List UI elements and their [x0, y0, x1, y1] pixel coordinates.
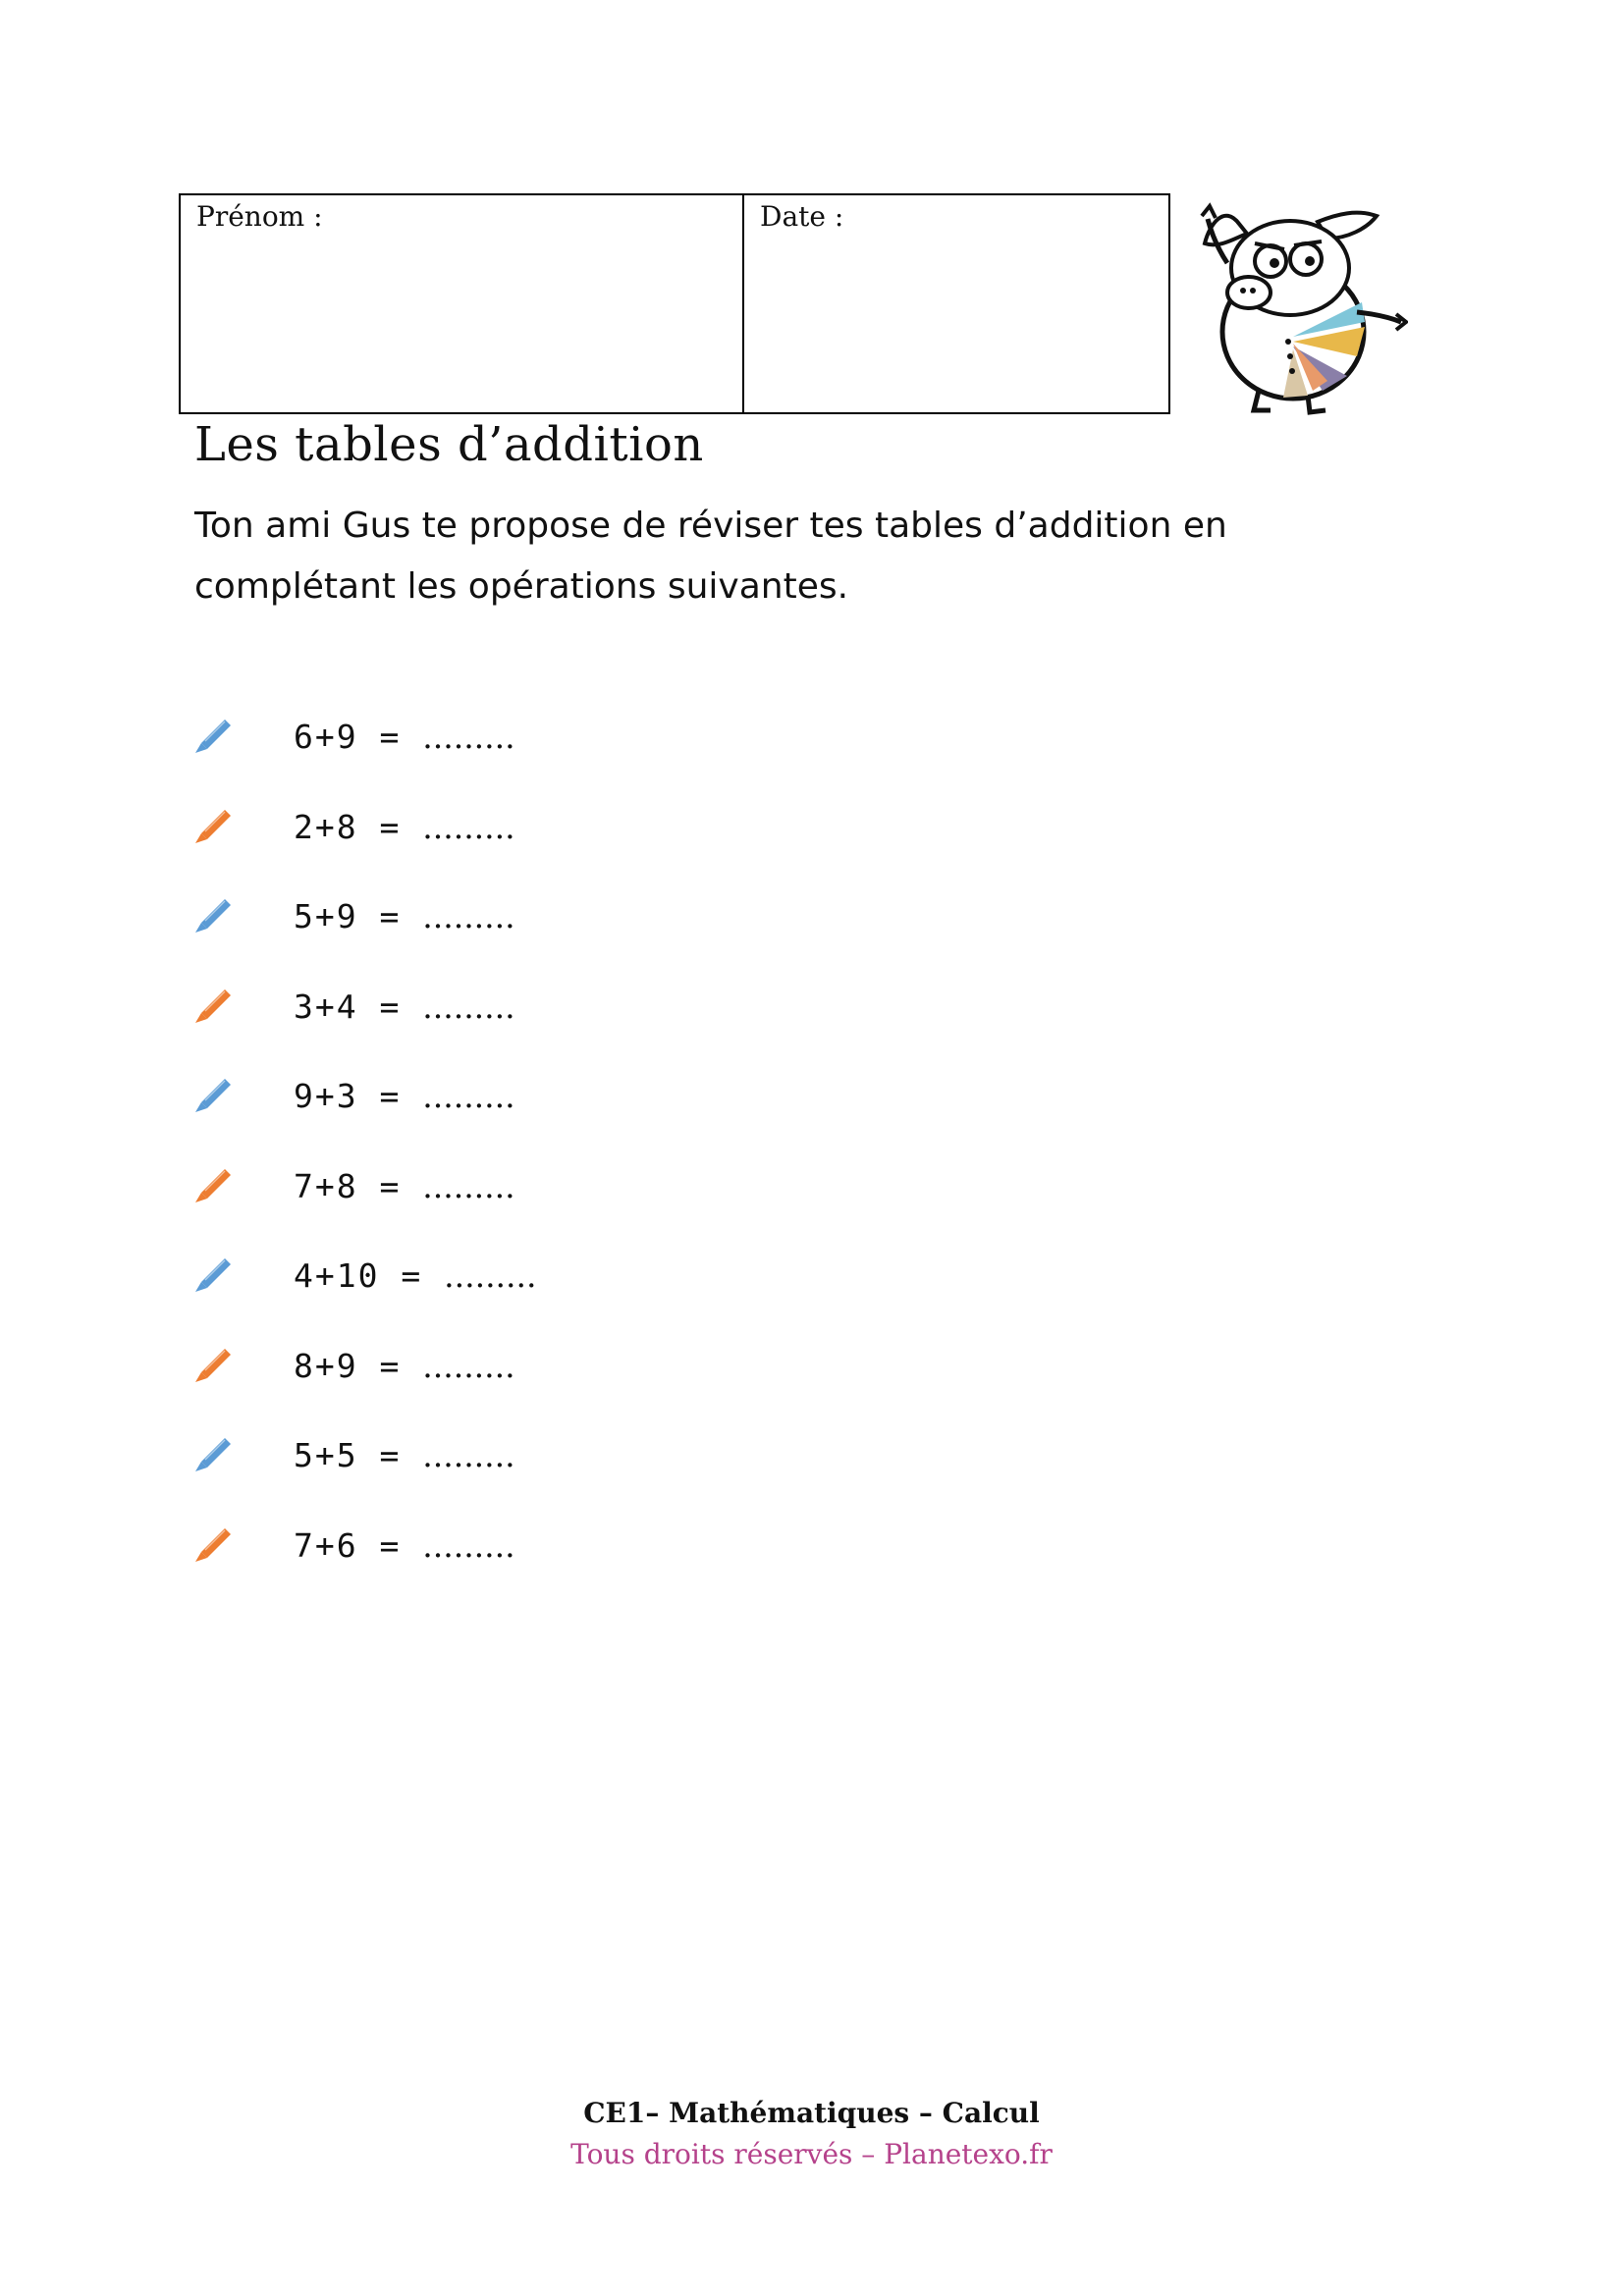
equals-sign: =: [401, 1256, 423, 1295]
pencil-icon: [191, 1163, 235, 1202]
sheep-mascot-icon: [1200, 194, 1408, 415]
operation-text: 7+8: [294, 1166, 358, 1205]
pencil-icon: [191, 714, 235, 753]
student-info-table: [179, 193, 1170, 414]
pencil-icon: [191, 804, 235, 843]
date-label: Date :: [760, 200, 844, 233]
equals-sign: =: [379, 807, 402, 846]
equals-sign: =: [379, 1525, 402, 1565]
name-field[interactable]: [181, 195, 744, 412]
operation-text: 7+6: [294, 1525, 358, 1565]
operation-text: 2+8: [294, 807, 358, 846]
exercise-row: [191, 1073, 977, 1163]
exercise-equation: [294, 1077, 515, 1115]
answer-blank[interactable]: .........: [422, 987, 515, 1026]
answer-blank[interactable]: .........: [422, 1525, 515, 1565]
answer-blank[interactable]: .........: [422, 897, 515, 935]
exercise-row: [191, 804, 977, 894]
equals-sign: =: [379, 718, 402, 756]
pencil-icon: [191, 1253, 235, 1292]
exercise-row: [191, 984, 977, 1074]
operation-text: 5+9: [294, 897, 358, 935]
exercise-row: [191, 893, 977, 984]
exercise-equation: [294, 808, 515, 846]
pencil-icon: [191, 1432, 235, 1471]
pencil-icon: [191, 1522, 235, 1562]
exercise-equation: [294, 988, 515, 1026]
exercise-row: [191, 714, 977, 804]
equals-sign: =: [379, 897, 402, 935]
equals-sign: =: [379, 1436, 402, 1474]
operation-text: 5+5: [294, 1436, 358, 1474]
equals-sign: =: [379, 1346, 402, 1385]
answer-blank[interactable]: .........: [422, 807, 515, 846]
equals-sign: =: [379, 987, 402, 1026]
exercise-row: [191, 1163, 977, 1254]
operation-text: 6+9: [294, 718, 358, 756]
operation-text: 3+4: [294, 987, 358, 1026]
exercise-equation: [294, 897, 515, 935]
exercise-equation: [294, 1256, 537, 1295]
operation-text: 4+10: [294, 1256, 380, 1295]
exercise-row: [191, 1343, 977, 1433]
equals-sign: =: [379, 1166, 402, 1205]
pencil-icon: [191, 893, 235, 933]
answer-blank[interactable]: .........: [444, 1256, 537, 1295]
instructions-text: Ton ami Gus te propose de réviser tes tables d’addition en complétant les opérations suivantes.: [194, 506, 1227, 607]
exercise-equation: [294, 1436, 515, 1474]
pencil-icon: [191, 1073, 235, 1112]
answer-blank[interactable]: .........: [422, 1436, 515, 1474]
answer-blank[interactable]: .........: [422, 1166, 515, 1205]
exercise-equation: [294, 1167, 515, 1205]
answer-blank[interactable]: .........: [422, 1077, 515, 1115]
page-title: Les tables d’addition: [194, 417, 704, 472]
exercise-list: [191, 714, 977, 1612]
pencil-icon: [191, 1343, 235, 1382]
exercise-equation: [294, 1347, 515, 1385]
name-label: Prénom :: [196, 200, 323, 233]
answer-blank[interactable]: .........: [422, 1346, 515, 1385]
exercise-row: [191, 1522, 977, 1613]
operation-text: 8+9: [294, 1346, 358, 1385]
answer-blank[interactable]: .........: [422, 718, 515, 756]
exercise-row: [191, 1253, 977, 1343]
footer-rights: Tous droits réservés – Planetexo.fr: [570, 2138, 1053, 2170]
exercise-equation: [294, 1526, 515, 1565]
pencil-icon: [191, 984, 235, 1023]
exercise-equation: [294, 718, 515, 756]
footer-subject: CE1– Mathématiques – Calcul: [583, 2097, 1040, 2129]
exercise-row: [191, 1432, 977, 1522]
date-field[interactable]: [744, 195, 1168, 412]
equals-sign: =: [379, 1077, 402, 1115]
operation-text: 9+3: [294, 1077, 358, 1115]
